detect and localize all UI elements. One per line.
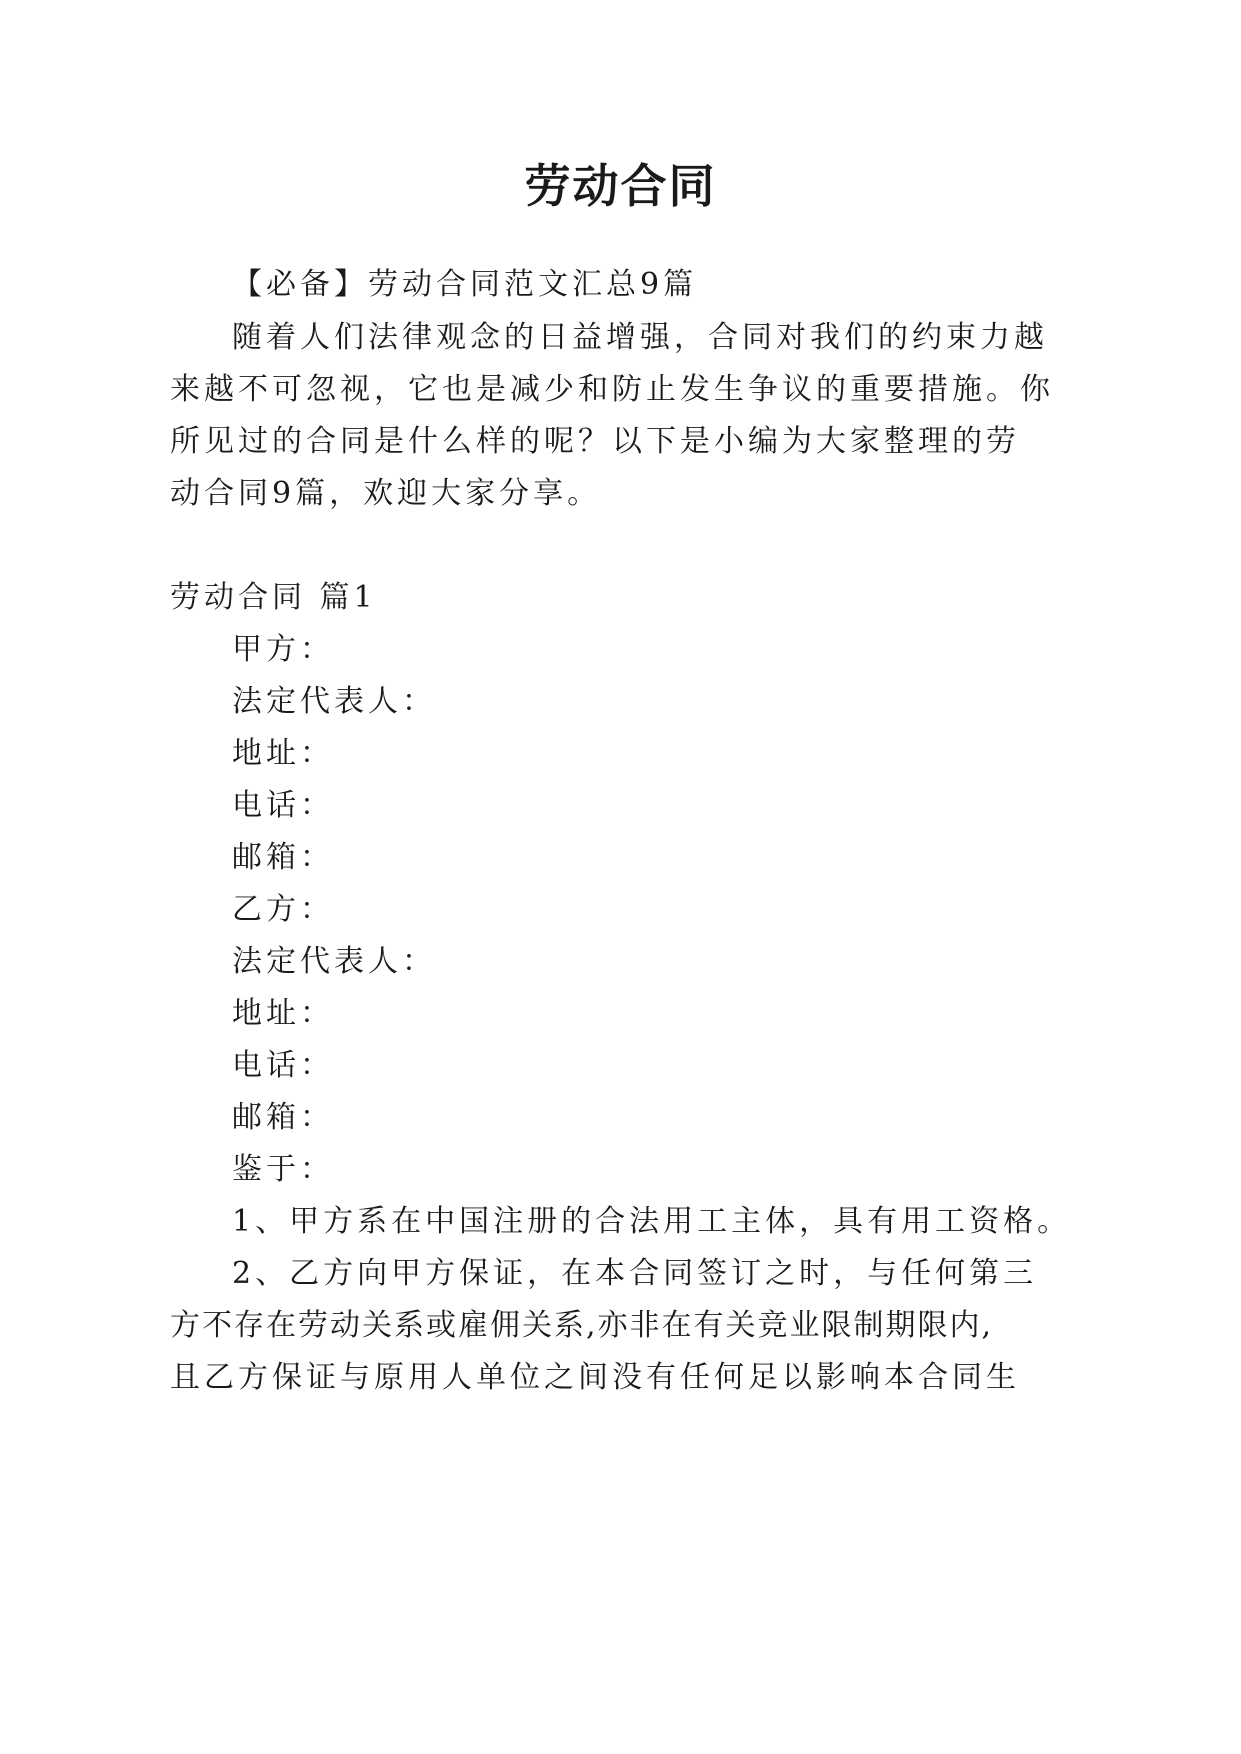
whereas-label: 鉴于：	[232, 1152, 334, 1187]
party-b-representative: 法定代表人：	[232, 944, 436, 979]
party-a-email: 邮箱：	[232, 840, 334, 875]
intro-heading: 【必备】劳动合同范文汇总9篇	[232, 267, 698, 302]
clause-1: 1、甲方系在中国注册的合法用工主体，具有用工资格。	[232, 1204, 1072, 1239]
intro-paragraph-line: 随着人们法律观念的日益增强，合同对我们的约束力越	[232, 320, 1048, 355]
party-a-label: 甲方：	[232, 632, 334, 667]
party-a-address: 地址：	[232, 736, 334, 771]
party-a-phone: 电话：	[232, 788, 334, 823]
clause-2-line: 且乙方保证与原用人单位之间没有任何足以影响本合同生	[170, 1360, 1020, 1395]
intro-paragraph-line: 来越不可忽视，它也是减少和防止发生争议的重要措施。你	[170, 372, 1054, 407]
party-b-label: 乙方：	[232, 892, 334, 927]
clause-2-line: 方不存在劳动关系或雇佣关系,亦非在有关竞业限制期限内,	[170, 1308, 994, 1343]
intro-paragraph-line: 动合同9篇，欢迎大家分享。	[170, 476, 602, 511]
section-heading: 劳动合同 篇1	[170, 580, 377, 615]
intro-paragraph-line: 所见过的合同是什么样的呢？以下是小编为大家整理的劳	[170, 424, 1020, 459]
party-b-address: 地址：	[232, 996, 334, 1031]
document-title: 劳动合同	[524, 159, 717, 213]
party-b-phone: 电话：	[232, 1048, 334, 1083]
clause-2-line: 2、乙方向甲方保证，在本合同签订之时，与任何第三	[232, 1256, 1038, 1291]
party-a-representative: 法定代表人：	[232, 684, 436, 719]
party-b-email: 邮箱：	[232, 1100, 334, 1135]
